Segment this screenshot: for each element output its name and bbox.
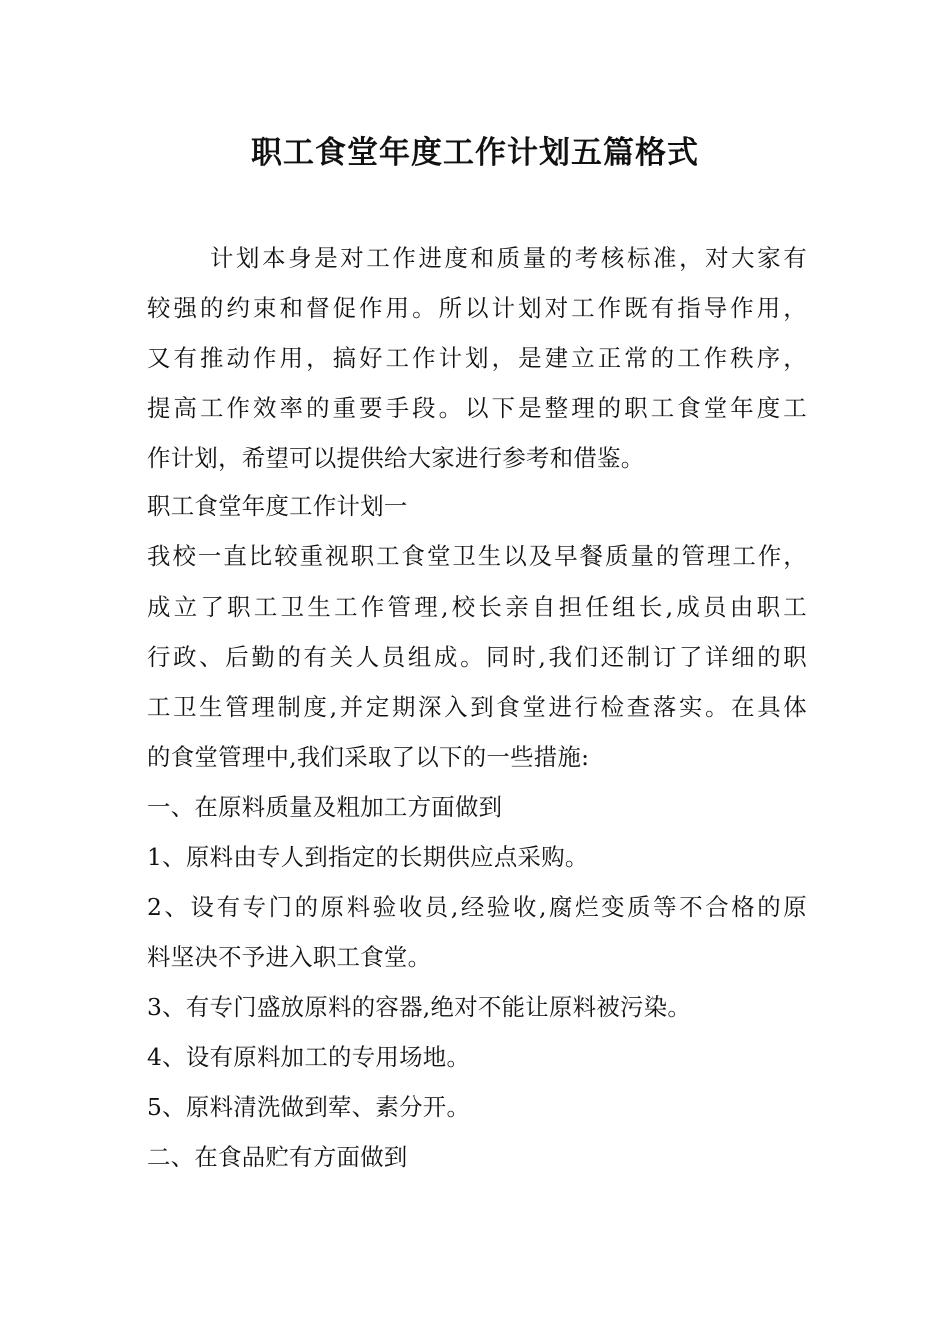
paragraph-line: 较强的约束和督促作用。所以计划对工作既有指导作用，: [147, 294, 807, 322]
paragraph-line: 计划本身是对工作进度和质量的考核标准，对大家有: [210, 244, 807, 272]
subsection-heading: 一、在原料质量及粗加工方面做到: [147, 793, 503, 821]
list-item-continuation: 料坚决不予进入职工食堂。: [147, 943, 432, 971]
paragraph-line: 提高工作效率的重要手段。以下是整理的职工食堂年度工: [147, 394, 807, 422]
list-item: 3、有专门盛放原料的容器,绝对不能让原料被污染。: [147, 993, 692, 1021]
list-item: 4、设有原料加工的专用场地。: [147, 1043, 471, 1071]
list-item: 2、设有专门的原料验收员,经验收,腐烂变质等不合格的原: [147, 893, 807, 921]
section-heading: 职工食堂年度工作计划一: [147, 492, 408, 520]
paragraph-line: 成立了职工卫生工作管理,校长亲自担任组长,成员由职工: [147, 593, 807, 621]
paragraph-line: 作计划，希望可以提供给大家进行参考和借鉴。: [147, 444, 645, 472]
paragraph-line: 又有推动作用，搞好工作计划，是建立正常的工作秩序，: [147, 344, 807, 372]
subsection-heading: 二、在食品贮有方面做到: [147, 1143, 408, 1171]
paragraph-line: 工卫生管理制度,并定期深入到食堂进行检查落实。在具体: [147, 693, 807, 721]
list-item: 1、原料由专人到指定的长期供应点采购。: [147, 843, 589, 871]
paragraph-line: 的食堂管理中,我们采取了以下的一些措施:: [147, 743, 590, 771]
document-title: 职工食堂年度工作计划五篇格式: [251, 135, 699, 171]
paragraph-line: 我校一直比较重视职工食堂卫生以及早餐质量的管理工作，: [147, 542, 807, 570]
list-item: 5、原料清洗做到荤、素分开。: [147, 1093, 471, 1121]
paragraph-line: 行政、后勤的有关人员组成。同时,我们还制订了详细的职: [147, 643, 807, 671]
